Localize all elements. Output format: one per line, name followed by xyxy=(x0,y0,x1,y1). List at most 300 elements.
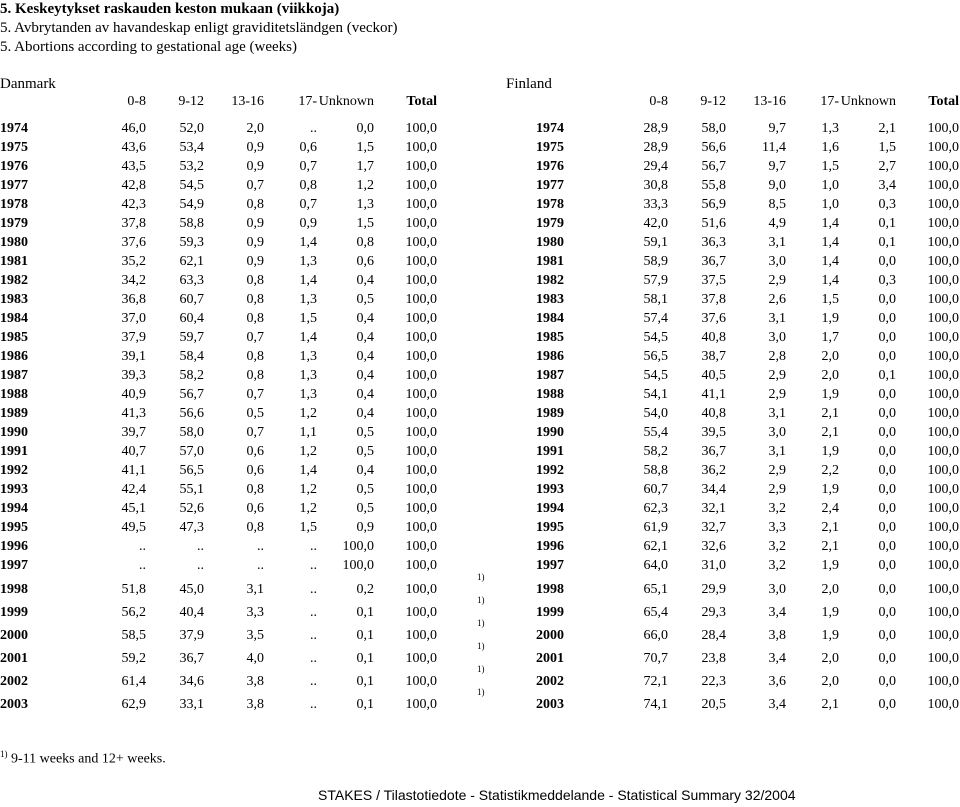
table-cell: 100,0 xyxy=(405,140,437,155)
table-cell: 56,5 xyxy=(643,349,668,364)
table-cell: 100,0 xyxy=(927,368,959,383)
table-cell: 1,9 xyxy=(821,482,839,497)
table-cell: 0,8 xyxy=(246,349,264,364)
table-cell: 0,3 xyxy=(878,197,896,212)
table-cell: 100,0 xyxy=(405,235,437,250)
table-cell: 0,8 xyxy=(246,520,264,535)
table-row xyxy=(0,271,460,291)
table-cell: 61,9 xyxy=(643,520,668,535)
table-row xyxy=(0,252,460,272)
table-row xyxy=(0,119,460,139)
table-cell: .. xyxy=(257,558,264,573)
table-row xyxy=(0,442,460,462)
table-cell: 3,4 xyxy=(768,651,786,666)
table-cell: 53,2 xyxy=(179,159,204,174)
table-cell: 64,0 xyxy=(643,558,668,573)
table-cell: 0,0 xyxy=(878,330,896,345)
table-cell: 1,2 xyxy=(299,444,317,459)
table-cell: 0,6 xyxy=(356,254,374,269)
table-cell: 0,0 xyxy=(878,539,896,554)
table-cell: 56,9 xyxy=(701,197,726,212)
table-cell: 100,0 xyxy=(927,628,959,643)
table-row xyxy=(0,664,485,692)
column-header: 0-8 xyxy=(127,94,146,109)
table-cell: 59,1 xyxy=(643,235,668,250)
year-label: 1986 xyxy=(0,349,28,364)
table-cell: 0,7 xyxy=(299,159,317,174)
table-cell: 32,7 xyxy=(701,520,726,535)
column-header: 9-12 xyxy=(178,94,204,109)
table-row xyxy=(0,404,460,424)
table-cell: 2,1 xyxy=(878,121,896,136)
table-row xyxy=(500,626,960,646)
table-cell: 3,4 xyxy=(768,697,786,712)
table-cell: 0,0 xyxy=(878,605,896,620)
table-cell: 100,0 xyxy=(405,178,437,193)
table-cell: 55,1 xyxy=(179,482,204,497)
table-row xyxy=(0,176,460,196)
table-row xyxy=(500,347,960,367)
table-cell: 3,2 xyxy=(768,539,786,554)
table-cell: 0,6 xyxy=(299,140,317,155)
table-row xyxy=(0,214,460,234)
table-cell: 2,0 xyxy=(821,349,839,364)
table-cell: 9,0 xyxy=(768,178,786,193)
denmark-header-row xyxy=(0,92,460,112)
table-cell: 20,5 xyxy=(701,697,726,712)
table-cell: 58,1 xyxy=(643,292,668,307)
finland-header-row xyxy=(500,92,960,112)
table-cell: 100,0 xyxy=(927,444,959,459)
table-cell: 0,1 xyxy=(356,605,374,620)
table-cell: 70,7 xyxy=(643,651,668,666)
table-cell: 100,0 xyxy=(927,697,959,712)
year-label: 1976 xyxy=(0,159,28,174)
table-cell: 62,1 xyxy=(643,539,668,554)
table-row xyxy=(0,138,460,158)
table-cell: 100,0 xyxy=(405,197,437,212)
table-cell: 0,7 xyxy=(246,425,264,440)
table-cell: 65,4 xyxy=(643,605,668,620)
column-header: 17- xyxy=(298,94,317,109)
table-cell: 100,0 xyxy=(927,121,959,136)
table-cell: 100,0 xyxy=(405,482,437,497)
table-cell: 56,7 xyxy=(179,387,204,402)
year-label: 1998 xyxy=(0,582,28,597)
year-label: 1994 xyxy=(0,501,28,516)
year-label: 1983 xyxy=(536,292,564,307)
column-header: Total xyxy=(406,94,437,109)
table-row xyxy=(500,442,960,462)
table-row xyxy=(0,480,460,500)
table-cell: 100,0 xyxy=(927,605,959,620)
year-label: 1991 xyxy=(536,444,564,459)
year-label: 1981 xyxy=(536,254,564,269)
table-cell: 0,6 xyxy=(246,501,264,516)
table-cell: 4,9 xyxy=(768,216,786,231)
table-cell: 45,0 xyxy=(179,582,204,597)
footnote xyxy=(0,749,166,768)
title-finnish: 5. Keskeytykset raskauden keston mukaan (viikkoja) xyxy=(0,1,340,17)
year-label: 1993 xyxy=(536,482,564,497)
table-row xyxy=(500,404,960,424)
table-row xyxy=(0,461,460,481)
table-row xyxy=(0,423,460,443)
table-cell: 3,3 xyxy=(246,605,264,620)
table-cell: 100,0 xyxy=(405,558,437,573)
table-cell: 1,7 xyxy=(356,159,374,174)
table-cell: 100,0 xyxy=(927,539,959,554)
table-cell: 0,0 xyxy=(878,349,896,364)
table-cell: 56,7 xyxy=(701,159,726,174)
year-label: 1997 xyxy=(0,558,28,573)
year-label: 1995 xyxy=(536,520,564,535)
table-cell: 0,4 xyxy=(356,330,374,345)
column-header: 13-16 xyxy=(753,94,786,109)
table-cell: 1,5 xyxy=(299,311,317,326)
table-cell: 2,9 xyxy=(768,482,786,497)
table-cell: 2,1 xyxy=(821,425,839,440)
table-row xyxy=(500,195,960,215)
table-cell: 2,9 xyxy=(768,273,786,288)
table-cell: 100,0 xyxy=(342,539,374,554)
table-row xyxy=(500,649,960,669)
year-label: 1982 xyxy=(536,273,564,288)
year-label: 1984 xyxy=(536,311,564,326)
table-cell: 0,0 xyxy=(878,558,896,573)
year-label: 2001 xyxy=(0,651,28,666)
table-cell: 46,0 xyxy=(121,121,146,136)
table-cell: 1,9 xyxy=(821,444,839,459)
table-cell: .. xyxy=(310,558,317,573)
table-cell: 100,0 xyxy=(927,501,959,516)
table-cell: 58,8 xyxy=(643,463,668,478)
table-cell: 37,9 xyxy=(179,628,204,643)
table-cell: 36,7 xyxy=(701,254,726,269)
table-cell: 59,7 xyxy=(179,330,204,345)
column-header: 13-16 xyxy=(231,94,264,109)
title-block xyxy=(0,0,398,57)
table-cell: 100,0 xyxy=(405,605,437,620)
table-cell: 0,0 xyxy=(878,444,896,459)
year-label: 1982 xyxy=(0,273,28,288)
table-cell: 100,0 xyxy=(927,520,959,535)
table-row xyxy=(0,499,460,519)
table-row xyxy=(0,195,460,215)
table-cell: 1,5 xyxy=(299,520,317,535)
table-cell: 55,8 xyxy=(701,178,726,193)
table-cell: 29,3 xyxy=(701,605,726,620)
table-cell: 42,4 xyxy=(121,482,146,497)
table-cell: 1,9 xyxy=(821,605,839,620)
table-cell: 3,6 xyxy=(768,674,786,689)
table-cell: 100,0 xyxy=(405,501,437,516)
year-label: 1986 xyxy=(536,349,564,364)
year-label: 2002 xyxy=(536,674,564,689)
table-cell: 0,7 xyxy=(246,387,264,402)
footnote-mark: 1) xyxy=(477,595,485,605)
table-cell: 0,0 xyxy=(878,520,896,535)
table-cell: 0,7 xyxy=(246,330,264,345)
table-cell: 0,1 xyxy=(356,651,374,666)
table-cell: 0,1 xyxy=(878,216,896,231)
table-cell: 62,3 xyxy=(643,501,668,516)
table-cell: 3,4 xyxy=(878,178,896,193)
table-cell: 100,0 xyxy=(927,140,959,155)
table-row xyxy=(0,309,460,329)
footnote-mark: 1) xyxy=(0,749,8,759)
table-cell: 1,0 xyxy=(821,197,839,212)
table-cell: 3,5 xyxy=(246,628,264,643)
table-cell: 39,1 xyxy=(121,349,146,364)
table-cell: 49,5 xyxy=(121,520,146,535)
table-cell: 56,5 xyxy=(179,463,204,478)
table-cell: 2,0 xyxy=(821,651,839,666)
table-cell: 9,7 xyxy=(768,159,786,174)
table-cell: 37,0 xyxy=(121,311,146,326)
table-cell: 0,0 xyxy=(878,292,896,307)
table-row xyxy=(0,618,485,646)
source-line: STAKES / Tilastotiedote - Statistikmeddelande - Statistical Summary 32/2004 xyxy=(318,787,796,803)
table-cell: 1,2 xyxy=(356,178,374,193)
table-cell: 1,9 xyxy=(821,628,839,643)
table-cell: 1,3 xyxy=(299,254,317,269)
table-cell: 0,0 xyxy=(878,406,896,421)
table-cell: 1,4 xyxy=(821,254,839,269)
table-cell: 100,0 xyxy=(405,406,437,421)
table-cell: 54,1 xyxy=(643,387,668,402)
table-cell: 41,1 xyxy=(701,387,726,402)
table-cell: 0,0 xyxy=(878,254,896,269)
table-cell: 2,0 xyxy=(246,121,264,136)
table-cell: 100,0 xyxy=(927,582,959,597)
table-cell: 100,0 xyxy=(927,674,959,689)
table-row xyxy=(0,290,460,310)
table-cell: 0,5 xyxy=(356,444,374,459)
table-cell: 1,2 xyxy=(299,406,317,421)
year-label: 1974 xyxy=(536,121,564,136)
table-cell: 56,6 xyxy=(179,406,204,421)
table-cell: 0,8 xyxy=(246,273,264,288)
table-cell: 0,8 xyxy=(246,292,264,307)
table-cell: 0,9 xyxy=(246,140,264,155)
table-cell: 2,7 xyxy=(878,159,896,174)
table-cell: 1,3 xyxy=(299,292,317,307)
column-header: Unknown xyxy=(318,94,374,109)
table-cell: 37,8 xyxy=(701,292,726,307)
table-cell: 0,0 xyxy=(878,311,896,326)
footnote-text: 9-11 weeks and 12+ weeks. xyxy=(11,751,166,767)
table-cell: 37,6 xyxy=(121,235,146,250)
footnote-mark: 1) xyxy=(477,572,485,582)
table-row xyxy=(0,157,460,177)
table-cell: 74,1 xyxy=(643,697,668,712)
footnote-mark: 1) xyxy=(477,618,485,628)
table-cell: 60,7 xyxy=(179,292,204,307)
table-cell: 0,8 xyxy=(246,482,264,497)
table-cell: .. xyxy=(310,539,317,554)
table-cell: 1,6 xyxy=(821,140,839,155)
table-cell: 3,8 xyxy=(768,628,786,643)
table-cell: 1,4 xyxy=(299,273,317,288)
table-cell: 0,9 xyxy=(246,254,264,269)
year-label: 2002 xyxy=(0,674,28,689)
table-cell: 3,1 xyxy=(768,406,786,421)
table-row xyxy=(500,461,960,481)
table-cell: 100,0 xyxy=(405,330,437,345)
table-cell: 100,0 xyxy=(927,254,959,269)
table-cell: 34,2 xyxy=(121,273,146,288)
table-cell: 0,4 xyxy=(356,273,374,288)
table-cell: 41,3 xyxy=(121,406,146,421)
table-cell: 1,4 xyxy=(299,463,317,478)
table-row xyxy=(0,537,460,557)
table-row xyxy=(500,480,960,500)
table-cell: 53,4 xyxy=(179,140,204,155)
table-cell: 0,5 xyxy=(356,501,374,516)
table-cell: 66,0 xyxy=(643,628,668,643)
table-cell: .. xyxy=(139,539,146,554)
table-cell: 1,4 xyxy=(299,330,317,345)
table-cell: 3,2 xyxy=(768,501,786,516)
table-row xyxy=(0,347,460,367)
year-label: 1990 xyxy=(0,425,28,440)
table-row xyxy=(500,157,960,177)
table-cell: 100,0 xyxy=(405,368,437,383)
table-cell: 100,0 xyxy=(405,697,437,712)
footnote-mark: 1) xyxy=(477,687,485,697)
table-cell: .. xyxy=(310,628,317,643)
year-label: 1994 xyxy=(536,501,564,516)
column-header: Total xyxy=(928,94,959,109)
column-header: 0-8 xyxy=(649,94,668,109)
table-cell: 3,0 xyxy=(768,254,786,269)
table-cell: 58,5 xyxy=(121,628,146,643)
table-cell: .. xyxy=(257,539,264,554)
table-cell: 0,6 xyxy=(246,463,264,478)
table-cell: 100,0 xyxy=(927,235,959,250)
table-cell: 100,0 xyxy=(405,387,437,402)
table-cell: 100,0 xyxy=(405,628,437,643)
table-cell: 52,0 xyxy=(179,121,204,136)
table-cell: 100,0 xyxy=(405,273,437,288)
table-cell: 54,5 xyxy=(179,178,204,193)
year-label: 1988 xyxy=(0,387,28,402)
table-row xyxy=(500,366,960,386)
table-cell: 34,4 xyxy=(701,482,726,497)
table-cell: 39,7 xyxy=(121,425,146,440)
table-cell: 29,9 xyxy=(701,582,726,597)
table-cell: 2,6 xyxy=(768,292,786,307)
table-cell: 0,8 xyxy=(356,235,374,250)
table-cell: 38,7 xyxy=(701,349,726,364)
table-cell: 100,0 xyxy=(405,651,437,666)
table-cell: 100,0 xyxy=(405,463,437,478)
year-label: 1977 xyxy=(536,178,564,193)
table-cell: 100,0 xyxy=(405,159,437,174)
table-cell: 100,0 xyxy=(405,292,437,307)
table-row xyxy=(0,572,485,600)
table-cell: 61,4 xyxy=(121,674,146,689)
table-row xyxy=(500,328,960,348)
year-label: 2003 xyxy=(536,697,564,712)
table-cell: 0,8 xyxy=(299,178,317,193)
table-cell: 100,0 xyxy=(927,406,959,421)
table-cell: 0,1 xyxy=(878,368,896,383)
year-label: 1989 xyxy=(536,406,564,421)
table-cell: 3,2 xyxy=(768,558,786,573)
table-cell: 0,5 xyxy=(246,406,264,421)
table-cell: 3,1 xyxy=(768,311,786,326)
table-row xyxy=(500,176,960,196)
table-cell: 100,0 xyxy=(927,178,959,193)
table-cell: 1,5 xyxy=(878,140,896,155)
table-cell: 58,9 xyxy=(643,254,668,269)
year-label: 1975 xyxy=(536,140,564,155)
year-label: 1988 xyxy=(536,387,564,402)
year-label: 1975 xyxy=(0,140,28,155)
column-header: 17- xyxy=(820,94,839,109)
table-cell: 42,8 xyxy=(121,178,146,193)
table-cell: 34,6 xyxy=(179,674,204,689)
table-cell: 33,1 xyxy=(179,697,204,712)
title-swedish: 5. Avbrytanden av havandeskap enligt graviditetsländgen (veckor) xyxy=(0,20,398,36)
table-row xyxy=(0,328,460,348)
table-row xyxy=(500,119,960,139)
table-cell: .. xyxy=(197,558,204,573)
year-label: 1992 xyxy=(536,463,564,478)
table-cell: 100,0 xyxy=(927,349,959,364)
table-cell: 31,0 xyxy=(701,558,726,573)
table-cell: 0,4 xyxy=(356,406,374,421)
table-cell: 1,0 xyxy=(821,178,839,193)
year-label: 1984 xyxy=(0,311,28,326)
table-cell: 0,0 xyxy=(878,425,896,440)
table-cell: 0,4 xyxy=(356,368,374,383)
year-label: 1985 xyxy=(0,330,28,345)
table-cell: 2,0 xyxy=(821,368,839,383)
table-cell: 100,0 xyxy=(405,254,437,269)
year-label: 1980 xyxy=(0,235,28,250)
table-cell: 2,1 xyxy=(821,539,839,554)
table-cell: 54,0 xyxy=(643,406,668,421)
year-label: 1991 xyxy=(0,444,28,459)
column-header: Unknown xyxy=(840,94,896,109)
table-cell: 0,4 xyxy=(356,387,374,402)
table-cell: 40,4 xyxy=(179,605,204,620)
table-cell: 1,7 xyxy=(821,330,839,345)
table-row xyxy=(500,423,960,443)
table-row xyxy=(500,271,960,291)
table-cell: 100,0 xyxy=(927,159,959,174)
year-label: 1998 xyxy=(536,582,564,597)
table-cell: 1,5 xyxy=(821,159,839,174)
country-label-denmark: Danmark xyxy=(0,76,56,92)
table-cell: 1,4 xyxy=(821,235,839,250)
table-cell: 39,3 xyxy=(121,368,146,383)
table-cell: 2,2 xyxy=(821,463,839,478)
year-label: 1979 xyxy=(0,216,28,231)
table-cell: 60,4 xyxy=(179,311,204,326)
table-cell: .. xyxy=(139,558,146,573)
table-row xyxy=(500,518,960,538)
table-cell: 0,5 xyxy=(356,292,374,307)
table-cell: 42,3 xyxy=(121,197,146,212)
year-label: 1995 xyxy=(0,520,28,535)
table-cell: 40,7 xyxy=(121,444,146,459)
table-cell: 55,4 xyxy=(643,425,668,440)
year-label: 1978 xyxy=(536,197,564,212)
